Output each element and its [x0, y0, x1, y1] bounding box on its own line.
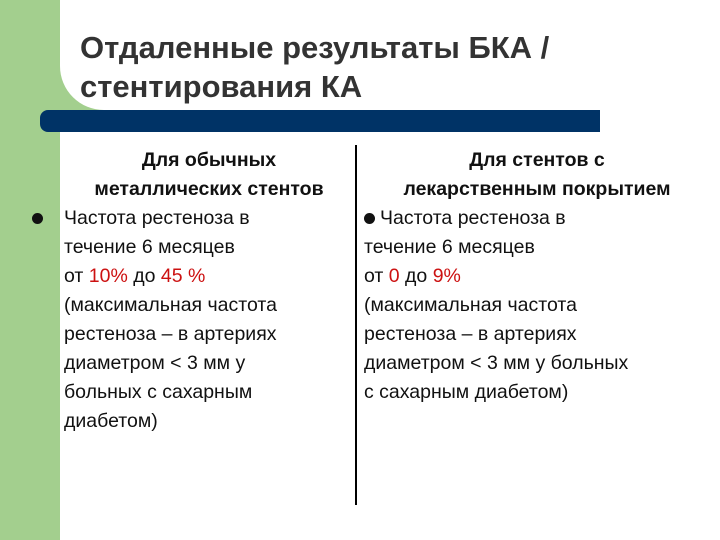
- left-bullet: [64, 204, 356, 436]
- bullet-dot-icon: [364, 213, 375, 224]
- left-line-7: больных с сахарным: [64, 381, 253, 403]
- left-line-8: диабетом): [64, 410, 158, 432]
- left-column: [64, 146, 356, 436]
- right-line-5: рестеноза – в артериях: [364, 323, 577, 345]
- right-range-from-label: от: [364, 265, 389, 287]
- right-column: [364, 146, 704, 407]
- left-line-2: течение 6 месяцев: [64, 236, 235, 258]
- left-range-from: 10%: [88, 265, 128, 287]
- right-line-4: (максимальная частота: [364, 294, 577, 316]
- title-line-2: стентирования КА: [80, 69, 363, 104]
- left-range-line: [64, 262, 356, 291]
- slide-title: [80, 28, 549, 106]
- title-underline-bar: [40, 110, 600, 132]
- title-line-1: Отдаленные результаты БКА /: [80, 30, 550, 65]
- left-line-4: (максимальная частота: [64, 294, 277, 316]
- left-column-heading: Для обычных металлических стентов: [94, 149, 324, 200]
- right-bullet: [364, 204, 704, 407]
- right-line-2: течение 6 месяцев: [364, 236, 535, 258]
- left-range-from-label: от: [64, 265, 89, 287]
- right-range-to: 9%: [432, 265, 461, 287]
- right-range-from: 0: [388, 265, 400, 287]
- left-line-5: рестеноза – в артериях: [64, 323, 277, 345]
- left-line-6: диаметром < 3 мм у: [64, 352, 246, 374]
- right-line-7: с сахарным диабетом): [364, 381, 569, 403]
- left-range-mid: до: [127, 265, 161, 287]
- right-line-6: диаметром < 3 мм у больных: [364, 352, 629, 374]
- right-column-heading: Для стентов с лекарственным покрытием: [403, 149, 671, 200]
- left-range-to: 45 %: [160, 265, 206, 287]
- right-line-1: Частота рестеноза в: [380, 207, 566, 229]
- left-line-1: Частота рестеноза в: [64, 207, 250, 229]
- bullet-dot-icon: [32, 213, 43, 224]
- right-range-line: [364, 262, 704, 291]
- right-range-mid: до: [399, 265, 433, 287]
